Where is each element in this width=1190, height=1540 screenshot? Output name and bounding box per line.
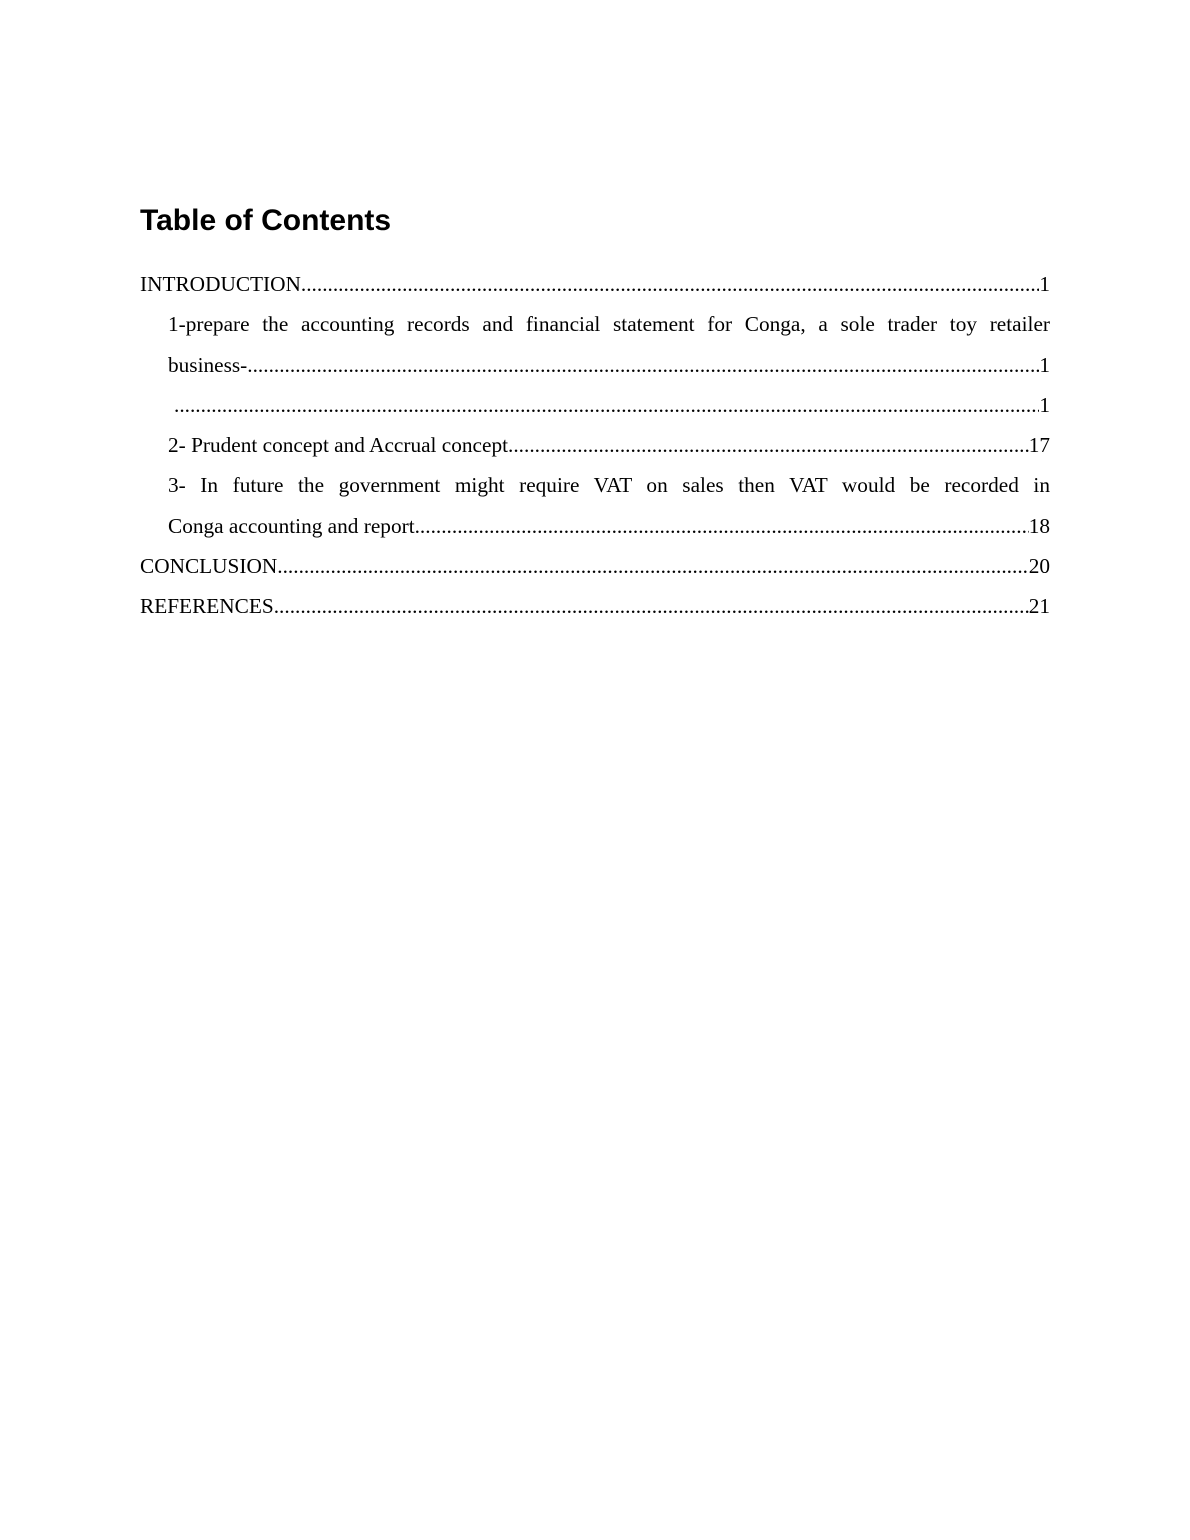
toc-entry-conclusion[interactable] [140,546,1050,586]
toc-page-number: 18 [1028,513,1050,538]
toc-entry-title: CONCLUSION [140,554,278,579]
toc-entry-blank[interactable] [140,385,1050,425]
toc-entry-section1-line1[interactable]: 1-prepare the accounting records and financial statement for Conga, a sole trader toy retailer [168,312,1050,337]
toc-page-number: 1 [1039,272,1050,296]
dot-leader [301,264,1039,304]
toc-entry-title: business- [168,352,248,377]
toc-entry-title: Conga accounting and report [168,513,415,538]
toc-page-number: 20 [1028,554,1050,579]
toc-entry-introduction[interactable] [140,264,1050,304]
toc-entry-title: 2- Prudent concept and Accrual concept [168,433,509,458]
toc-entry-title: REFERENCES [140,594,274,619]
toc-entry-section2[interactable] [140,425,1050,465]
dot-leader [508,425,1029,465]
dot-leader [277,546,1028,586]
dot-leader [174,385,1039,425]
toc-entry-references[interactable] [140,586,1050,626]
dot-leader [415,506,1029,546]
toc-entry-section3[interactable] [140,506,1050,546]
dot-leader [274,586,1029,626]
dot-leader [247,345,1039,385]
toc-page-number: 1 [1039,392,1050,417]
toc-heading: Table of Contents [140,204,392,237]
toc-page-number: 17 [1028,433,1050,458]
toc-entry-title: INTRODUCTION [140,272,301,296]
toc-page-number: 1 [1039,352,1050,377]
toc-entry-section3-line1[interactable]: 3- In future the government might require VAT on sales then VAT would be recorded in [168,473,1050,498]
toc-entry-section1[interactable] [140,345,1050,385]
toc-page-number: 21 [1028,594,1050,619]
table-of-contents [140,264,1050,627]
